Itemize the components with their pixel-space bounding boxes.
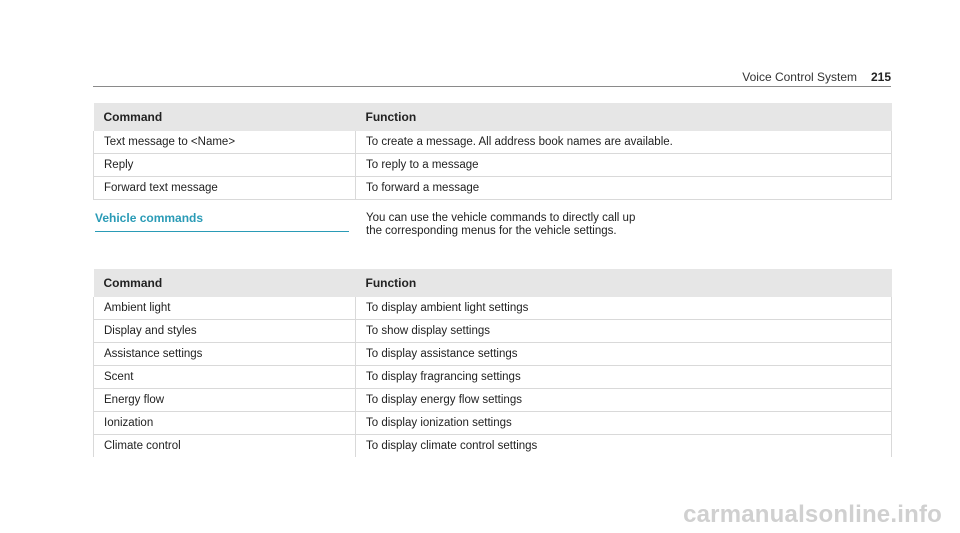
function-cell: To display ionization settings [356,412,892,435]
command-cell: Ambient light [94,297,356,320]
column-header-function: Function [356,103,892,131]
messaging-commands-table [93,103,892,200]
table-row [94,320,892,343]
command-cell: Text message to <Name> [94,131,356,154]
function-cell: To forward a message [356,177,892,200]
table-row [94,131,892,154]
function-cell: To display ambient light settings [356,297,892,320]
command-cell: Scent [94,366,356,389]
function-cell: To show display settings [356,320,892,343]
command-cell: Assistance settings [94,343,356,366]
table-row [94,412,892,435]
table-row [94,343,892,366]
command-cell: Display and styles [94,320,356,343]
command-cell: Reply [94,154,356,177]
watermark: carmanualsonline.info [683,501,942,528]
table-row [94,177,892,200]
table-row [94,435,892,458]
command-cell: Energy flow [94,389,356,412]
function-cell: To display assistance settings [356,343,892,366]
table-row [94,154,892,177]
table-row [94,297,892,320]
command-cell: Climate control [94,435,356,458]
vehicle-commands-heading: Vehicle commands [95,211,349,232]
page-number: 215 [870,70,891,84]
command-cell: Ionization [94,412,356,435]
vehicle-commands-description: You can use the vehicle commands to directly call up the corresponding menus for the vehicle settings. [366,212,636,237]
table-header-row [94,103,892,131]
vehicle-commands-table [93,269,892,457]
function-cell: To create a message. All address book names are available. [356,131,892,154]
page-header [93,68,891,87]
column-header-command: Command [94,103,356,131]
table-row [94,389,892,412]
section-title: Voice Control System [742,70,857,84]
function-cell: To display climate control settings [356,435,892,458]
column-header-command: Command [94,269,356,297]
column-header-function: Function [356,269,892,297]
table-header-row [94,269,892,297]
function-cell: To display fragrancing settings [356,366,892,389]
table-row [94,366,892,389]
command-cell: Forward text message [94,177,356,200]
function-cell: To display energy flow settings [356,389,892,412]
function-cell: To reply to a message [356,154,892,177]
